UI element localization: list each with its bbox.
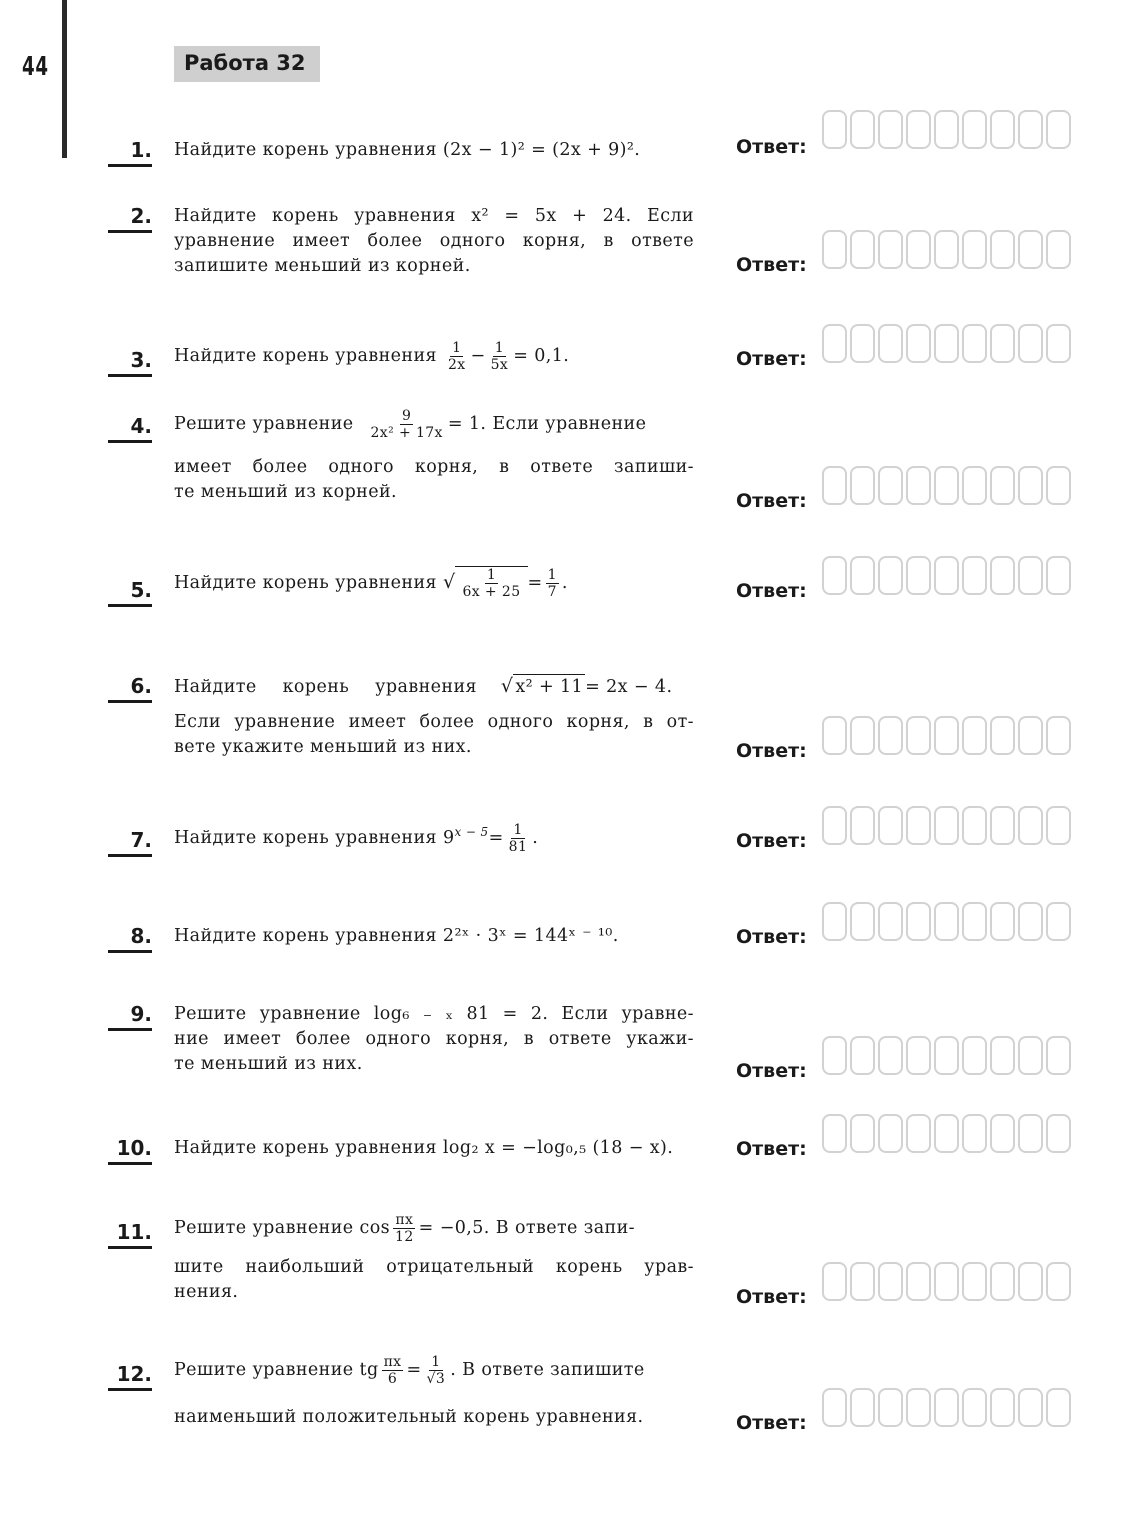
answer-cell[interactable] — [878, 556, 903, 595]
task-number-underline — [108, 854, 152, 857]
answer-cell[interactable] — [934, 902, 959, 941]
answer-cell[interactable] — [934, 324, 959, 363]
task-number: 9. — [130, 1002, 152, 1026]
answer-cell[interactable] — [990, 1114, 1015, 1153]
fraction — [382, 1354, 404, 1387]
answer-cell[interactable] — [990, 230, 1015, 269]
fraction — [546, 567, 559, 600]
task-text — [174, 1002, 694, 1077]
work-title-box — [174, 46, 320, 82]
fraction — [507, 822, 530, 855]
answer-cell[interactable] — [878, 1036, 903, 1075]
task-number: 12. — [116, 1362, 152, 1386]
task-text — [174, 204, 694, 279]
fraction — [460, 567, 522, 600]
answer-cell[interactable] — [1018, 1036, 1043, 1075]
answer-cells[interactable] — [822, 324, 1074, 363]
answer-cell[interactable] — [850, 230, 875, 269]
answer-cell[interactable] — [850, 556, 875, 595]
task-number: 5. — [130, 578, 152, 602]
power-base: 9 — [442, 827, 455, 848]
answer-cell[interactable] — [906, 716, 931, 755]
task-line: ние имеет более одного корня, в ответе укажи- — [174, 1029, 694, 1049]
numerator: 9 — [402, 408, 412, 424]
task-line — [174, 408, 694, 441]
answer-cell[interactable] — [878, 716, 903, 755]
answer-cells[interactable] — [822, 556, 1074, 595]
task-number-underline — [108, 1388, 152, 1391]
answer-cell[interactable] — [962, 1262, 987, 1301]
denominator: 81 — [508, 838, 528, 855]
answer-cells[interactable] — [822, 110, 1074, 149]
answer-cell[interactable] — [906, 1262, 931, 1301]
answer-cell[interactable] — [962, 110, 987, 149]
task-number-underline — [108, 1028, 152, 1031]
task-line: Найдите корень уравнения log₂ x = −log₀,₅ (18 − x). — [174, 1138, 674, 1158]
task-number-underline — [108, 700, 152, 703]
task-line: имеет более одного корня, в ответе запиши- — [174, 457, 694, 477]
answer-cells[interactable] — [822, 902, 1074, 941]
answer-cell[interactable] — [962, 902, 987, 941]
task-intro: Решите уравнение — [174, 414, 354, 434]
task-number: 1. — [130, 138, 152, 162]
task-tail: = 1. Если уравнение — [447, 414, 647, 434]
task-text — [174, 820, 694, 855]
answer-cell[interactable] — [990, 806, 1015, 845]
answer-cell[interactable] — [962, 1388, 987, 1427]
task-tail: = 0,1. — [513, 346, 570, 366]
answer-cells[interactable] — [822, 1036, 1074, 1075]
answer-cell[interactable] — [878, 1262, 903, 1301]
numerator: 1 — [431, 1354, 441, 1370]
fraction — [489, 340, 511, 373]
task-line: Решите уравнение log₆ ₋ ₓ 81 = 2. Если уравне- — [174, 1004, 694, 1024]
task-tail: . — [532, 827, 539, 848]
task-number: 8. — [130, 924, 152, 948]
answer-cell[interactable] — [878, 324, 903, 363]
answer-label: Ответ: — [736, 490, 807, 512]
answer-label: Ответ: — [736, 254, 807, 276]
equals-sign: = — [527, 573, 543, 593]
answer-cell[interactable] — [1046, 466, 1071, 505]
answer-cell[interactable] — [1046, 1388, 1071, 1427]
answer-cell[interactable] — [906, 110, 931, 149]
answer-cell[interactable] — [878, 902, 903, 941]
numerator: 1 — [547, 567, 557, 583]
answer-label: Ответ: — [736, 1286, 807, 1308]
answer-cell[interactable] — [934, 110, 959, 149]
denominator: 7 — [547, 584, 557, 600]
task-text — [174, 924, 694, 949]
answer-cell[interactable] — [878, 806, 903, 845]
task-number-underline — [108, 604, 152, 607]
fraction — [393, 1212, 416, 1245]
answer-cell[interactable] — [850, 1114, 875, 1153]
task-text — [174, 340, 694, 373]
answer-cell[interactable] — [962, 230, 987, 269]
answer-cell[interactable] — [878, 466, 903, 505]
answer-cell[interactable] — [934, 1036, 959, 1075]
answer-cell[interactable] — [1018, 716, 1043, 755]
answer-cell[interactable] — [934, 716, 959, 755]
answer-cell[interactable] — [962, 324, 987, 363]
fraction — [369, 408, 445, 441]
answer-cells[interactable] — [822, 806, 1074, 845]
task-line — [174, 674, 694, 700]
answer-cell[interactable] — [990, 1388, 1015, 1427]
answer-cell[interactable] — [850, 716, 875, 755]
answer-cells[interactable] — [822, 230, 1074, 269]
answer-cell[interactable] — [822, 324, 847, 363]
numerator: πx — [395, 1212, 414, 1228]
task-number: 10. — [116, 1136, 152, 1160]
denominator: 12 — [395, 1229, 414, 1245]
task-line: те меньший из них. — [174, 1054, 363, 1074]
task-number: 7. — [130, 828, 152, 852]
answer-cell[interactable] — [1018, 902, 1043, 941]
root-sign: √ — [500, 675, 514, 697]
answer-cell[interactable] — [1018, 556, 1043, 595]
task-line — [174, 1212, 694, 1245]
margin-bar — [62, 0, 67, 158]
radical: x² + 11 — [513, 674, 585, 700]
numerator: πx — [383, 1354, 402, 1370]
denominator: 6x + 25 — [462, 584, 521, 600]
answer-cell[interactable] — [990, 556, 1015, 595]
page-number: 44 — [22, 52, 49, 82]
answer-cell[interactable] — [1046, 230, 1071, 269]
answer-cell[interactable] — [1046, 1036, 1071, 1075]
answer-cell[interactable] — [906, 806, 931, 845]
answer-label: Ответ: — [736, 926, 807, 948]
answer-cell[interactable] — [850, 110, 875, 149]
task-line: вете укажите меньший из них. — [174, 737, 472, 757]
answer-cell[interactable] — [1046, 1262, 1071, 1301]
answer-cell[interactable] — [822, 806, 847, 845]
answer-cell[interactable] — [1046, 556, 1071, 595]
fraction — [446, 340, 468, 373]
answer-cells[interactable] — [822, 466, 1074, 505]
answer-label: Ответ: — [736, 740, 807, 762]
answer-cell[interactable] — [1046, 110, 1071, 149]
answer-cell[interactable] — [1046, 806, 1071, 845]
fraction — [425, 1354, 448, 1387]
task-number-underline — [108, 1246, 152, 1249]
task-number: 4. — [130, 414, 152, 438]
answer-cell[interactable] — [1018, 110, 1043, 149]
task-line — [174, 1354, 694, 1387]
answer-cell[interactable] — [906, 556, 931, 595]
task-intro: Найдите корень уравнения — [174, 677, 477, 697]
denominator: 2x² + 17x — [370, 425, 443, 441]
answer-cell[interactable] — [962, 556, 987, 595]
task-intro: Решите уравнение tg — [174, 1360, 379, 1380]
task-line: нения. — [174, 1282, 239, 1302]
task-number-underline — [108, 440, 152, 443]
answer-label: Ответ: — [736, 580, 807, 602]
answer-cell[interactable] — [878, 1114, 903, 1153]
answer-cell[interactable] — [850, 1262, 875, 1301]
answer-cell[interactable] — [990, 716, 1015, 755]
denominator: 5x — [490, 357, 509, 373]
task-number: 11. — [116, 1220, 152, 1244]
answer-cell[interactable] — [934, 1262, 959, 1301]
task-text — [174, 138, 734, 163]
answer-cell[interactable] — [822, 1036, 847, 1075]
answer-cell[interactable] — [850, 902, 875, 941]
answer-cell[interactable] — [990, 110, 1015, 149]
answer-cell[interactable] — [1018, 1114, 1043, 1153]
task-tail: = 2x − 4. — [585, 677, 673, 697]
answer-cell[interactable] — [850, 1388, 875, 1427]
answer-cell[interactable] — [990, 324, 1015, 363]
answer-cell[interactable] — [822, 230, 847, 269]
answer-cell[interactable] — [906, 1036, 931, 1075]
task-number: 3. — [130, 348, 152, 372]
answer-label: Ответ: — [736, 1412, 807, 1434]
answer-cell[interactable] — [934, 806, 959, 845]
task-number-underline — [108, 230, 152, 233]
answer-label: Ответ: — [736, 348, 807, 370]
task-line: те меньший из корней. — [174, 482, 398, 502]
answer-cell[interactable] — [934, 230, 959, 269]
answer-cell[interactable] — [878, 110, 903, 149]
answer-cell[interactable] — [822, 556, 847, 595]
answer-cell[interactable] — [934, 466, 959, 505]
answer-cell[interactable] — [934, 556, 959, 595]
task-number: 6. — [130, 674, 152, 698]
task-line: Найдите корень уравнения x² = 5x + 24. Если — [174, 206, 694, 226]
denominator: 6 — [387, 1371, 398, 1387]
denominator: 2x — [447, 357, 466, 373]
task-tail: . В ответе запишите — [450, 1360, 645, 1380]
answer-cell[interactable] — [850, 1036, 875, 1075]
task-text — [174, 674, 694, 760]
answer-cell[interactable] — [962, 1036, 987, 1075]
task-intro: Найдите корень уравнения — [174, 827, 437, 848]
task-text — [174, 1212, 694, 1305]
answer-cell[interactable] — [934, 1388, 959, 1427]
answer-cell[interactable] — [1046, 1114, 1071, 1153]
numerator: 1 — [452, 340, 462, 356]
answer-cell[interactable] — [850, 466, 875, 505]
answer-cell[interactable] — [1018, 466, 1043, 505]
answer-cell[interactable] — [906, 466, 931, 505]
answer-cells[interactable] — [822, 1388, 1074, 1427]
task-text — [174, 1354, 694, 1430]
task-text — [174, 566, 694, 600]
answer-cell[interactable] — [906, 902, 931, 941]
task-number-underline — [108, 374, 152, 377]
answer-cell[interactable] — [1046, 324, 1071, 363]
answer-cell[interactable] — [990, 902, 1015, 941]
answer-label: Ответ: — [736, 830, 807, 852]
task-line: Если уравнение имеет более одного корня, в от- — [174, 712, 694, 732]
task-number-underline — [108, 950, 152, 953]
answer-cell[interactable] — [962, 1114, 987, 1153]
answer-cell[interactable] — [1046, 902, 1071, 941]
answer-cell[interactable] — [1018, 230, 1043, 269]
answer-cell[interactable] — [822, 716, 847, 755]
denominator: √3 — [426, 1371, 446, 1387]
answer-cell[interactable] — [822, 110, 847, 149]
radical — [455, 566, 527, 600]
task-tail: . — [561, 573, 568, 593]
answer-cell[interactable] — [906, 230, 931, 269]
numerator: 1 — [494, 340, 505, 356]
task-line: уравнение имеет более одного корня, в ответе — [174, 231, 694, 251]
work-title: Работа 32 — [184, 51, 306, 75]
power-exponent: x − 5 — [454, 825, 489, 839]
answer-cell[interactable] — [1018, 1388, 1043, 1427]
answer-cell[interactable] — [962, 466, 987, 505]
task-intro: Решите уравнение cos — [174, 1218, 391, 1238]
answer-cells[interactable] — [822, 716, 1074, 755]
answer-label: Ответ: — [736, 136, 807, 158]
numerator: 1 — [513, 821, 523, 838]
task-text — [174, 1136, 734, 1161]
answer-cell[interactable] — [906, 324, 931, 363]
answer-cell[interactable] — [822, 1388, 847, 1427]
task-intro: Найдите корень уравнения — [174, 346, 437, 366]
answer-cell[interactable] — [990, 1036, 1015, 1075]
task-text — [174, 408, 694, 505]
answer-cell[interactable] — [906, 1388, 931, 1427]
answer-cell[interactable] — [822, 1262, 847, 1301]
answer-cell[interactable] — [962, 716, 987, 755]
answer-cell[interactable] — [822, 466, 847, 505]
equals-sign: = — [488, 827, 504, 848]
answer-cell[interactable] — [1018, 806, 1043, 845]
answer-cell[interactable] — [934, 1114, 959, 1153]
answer-cell[interactable] — [850, 806, 875, 845]
answer-cell[interactable] — [822, 902, 847, 941]
answer-label: Ответ: — [736, 1138, 807, 1160]
answer-cell[interactable] — [878, 230, 903, 269]
answer-cell[interactable] — [1018, 1262, 1043, 1301]
answer-cells[interactable] — [822, 1114, 1074, 1153]
answer-cell[interactable] — [1018, 324, 1043, 363]
answer-label: Ответ: — [736, 1060, 807, 1082]
task-intro: Найдите корень уравнения — [174, 573, 437, 593]
equals-sign: = — [406, 1360, 422, 1380]
answer-cell[interactable] — [906, 1114, 931, 1153]
numerator: 1 — [486, 567, 497, 583]
answer-cell[interactable] — [990, 466, 1015, 505]
task-line: наименьший положительный корень уравнения. — [174, 1407, 644, 1427]
answer-cell[interactable] — [990, 1262, 1015, 1301]
task-number-underline — [108, 1162, 152, 1165]
answer-cells[interactable] — [822, 1262, 1074, 1301]
task-number-underline — [108, 164, 152, 167]
task-line: Найдите корень уравнения (2x − 1)² = (2x + 9)². — [174, 140, 641, 160]
answer-cell[interactable] — [878, 1388, 903, 1427]
task-line: шите наибольший отрицательный корень урав- — [174, 1257, 694, 1277]
root-sign: √ — [442, 571, 456, 593]
answer-cell[interactable] — [850, 324, 875, 363]
minus-sign: − — [470, 346, 486, 366]
answer-cell[interactable] — [962, 806, 987, 845]
task-tail: = −0,5. В ответе запи- — [418, 1218, 635, 1238]
answer-cell[interactable] — [822, 1114, 847, 1153]
task-line: запишите меньший из корней. — [174, 256, 471, 276]
answer-cell[interactable] — [1046, 716, 1071, 755]
task-number: 2. — [130, 204, 152, 228]
task-line: Найдите корень уравнения 2²ˣ · 3ˣ = 144ˣ ⁻ ¹⁰. — [174, 926, 619, 946]
